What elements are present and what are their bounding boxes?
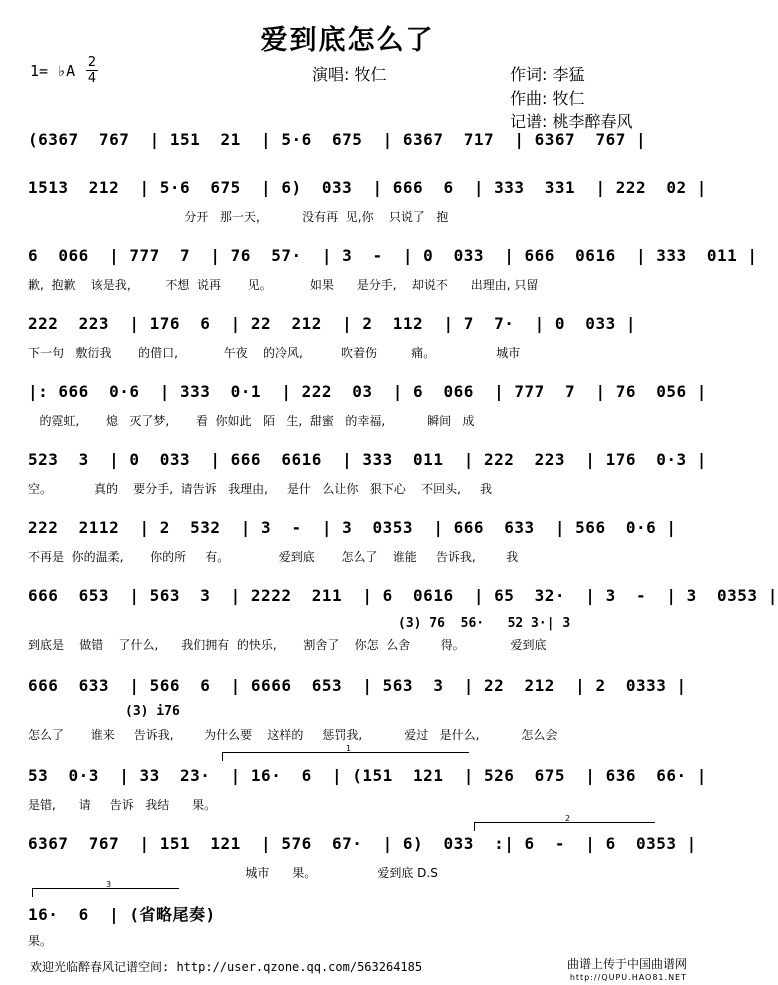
score-notes: 6 066 | 777 7 | 76 57· | 3 - | 0 033 | 666 0616 | 333 011 | [28, 246, 758, 265]
score-lyrics: 到底是 做错 了什么, 我们拥有 的快乐, 割舍了 你怎 么舍 得。 爱到底 [28, 638, 547, 652]
footer-text: 欢迎光临醉春风记谱空间: http://user.qzone.qq.com/563264185 [30, 960, 423, 974]
score-row [0, 246, 758, 314]
score-row [0, 518, 695, 586]
singer-credit: 演唱: 牧仁 [312, 65, 387, 84]
time-sig-bottom: 4 [87, 71, 97, 86]
score-notes: 6367 767 | 151 121 | 576 67· | 6) 033 :| 6 - | 6 0353 | [28, 834, 697, 853]
score-lyrics: 果。 [28, 934, 53, 948]
score-notes: (6367 767 | 151 21 | 5·6 675 | 6367 717 | 6367 767 | [28, 130, 647, 149]
watermark [567, 958, 687, 984]
score-row [0, 178, 707, 246]
score-row [0, 382, 707, 450]
score-notes: 523 3 | 0 033 | 666 6616 | 333 011 | 222 223 | 176 0·3 | [28, 450, 707, 469]
watermark-line1: 曲谱上传于中国曲谱网 [566, 957, 687, 971]
time-sig-top: 2 [87, 55, 97, 70]
score-notes: 666 653 | 563 3 | 2222 211 | 6 0616 | 65 32· | 3 - | 3 0353 | [28, 586, 778, 605]
score-notes: 666 633 | 566 6 | 6666 653 | 563 3 | 22 212 | 2 0333 | [28, 676, 687, 695]
time-signature [86, 56, 98, 85]
score-lyrics: 城市 果。 爱到底 D.S [28, 866, 438, 880]
score-lyrics: 的霓虹, 熄 灭了梦, 看 你如此 陌 生, 甜蜜 的幸福, 瞬间 成 [28, 414, 475, 428]
score-lyrics: 下一句 敷衍我 的借口, 午夜 的冷风, 吹着伤 痛。 城市 [28, 346, 521, 360]
key-signature: 1= ♭A [30, 62, 76, 80]
score-row [0, 676, 695, 744]
alternate-notes: (3) 76 56· 52 3·| 3 [398, 616, 571, 631]
composer-credit: 作曲: 牧仁 [510, 89, 585, 108]
score-row [0, 586, 778, 654]
score-notes: 222 223 | 176 6 | 22 212 | 2 112 | 7 7· | 0 033 | [28, 314, 636, 333]
score-lyrics: 歉, 抱歉 该是我， 不想 说再 见。 如果 是分手, 却说不 出理由, 只留 [28, 278, 539, 292]
score-notes: 16· 6 | (省略尾奏) [28, 905, 216, 924]
score-notes: 1513 212 | 5·6 675 | 6) 033 | 666 6 | 333 331 | 222 02 | [28, 178, 707, 197]
lyricist-credit: 作词: 李猛 [510, 65, 585, 84]
score-lyrics: 是错, 请 告诉 我结 果。 [28, 798, 217, 812]
score-lyrics: 怎么了 谁来 告诉我, 为什么要 这样的 惩罚我, 爱过 是什么, 怎么会 [28, 728, 558, 742]
alternate-notes: (3) i76 [125, 704, 180, 719]
score-notes: |: 666 0·6 | 333 0·1 | 222 03 | 6 066 | 777 7 | 76 056 | [28, 382, 707, 401]
song-title: 爱到底怎么了 [260, 25, 435, 56]
volta-bracket: 2 [474, 822, 655, 831]
score-lyrics: 不再是 你的温柔, 你的所 有。 爱到底 怎么了 谁能 告诉我, 我 [28, 550, 519, 564]
score-notes: 53 0·3 | 33 23· | 16· 6 | (151 121 | 526 675 | 636 66· | [28, 766, 707, 785]
watermark-line2: http://QUPU.HAO81.NET [569, 973, 687, 982]
score-row [0, 450, 707, 518]
volta-bracket: 3 [32, 888, 179, 897]
score-row [0, 314, 695, 382]
score-notes: 222 2112 | 2 532 | 3 - | 3 0353 | 666 633 | 566 0·6 | [28, 518, 677, 537]
transcriber-credit: 记谱: 桃李醉春风 [510, 112, 633, 131]
score-lyrics: 分开 那一天， 没有再 见,你 只说了 抱 [28, 210, 449, 224]
volta-bracket: 1 [222, 752, 469, 761]
score-lyrics: 空。 真的 要分手, 请告诉 我理由, 是什 么让你 狠下心 不回头, 我 [28, 482, 493, 496]
